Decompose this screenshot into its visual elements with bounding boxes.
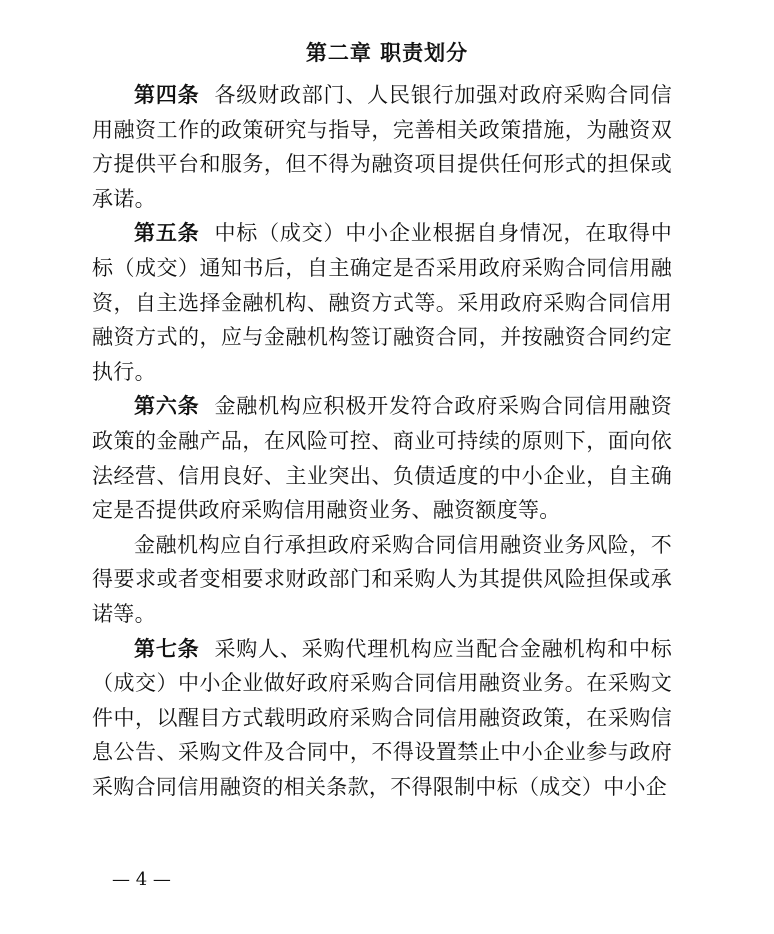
article-text: 采购人、采购代理机构应当配合金融机构和中标（成交）中小企业做好政府采购合同信用融资业务。在采购文件中，以醒目方式载明政府采购合同信用融资政策，在采购信息公告、采购文件及合同中，不得设置禁止中小企业参与政府采购合同信用融资的相关条款，不得限制中标（成交）中小企	[92, 636, 672, 799]
article-label: 第七条	[134, 636, 200, 661]
page-number: — 4 —	[112, 869, 171, 890]
document-body	[92, 78, 672, 804]
article-6	[92, 389, 672, 527]
article-label: 第四条	[134, 83, 200, 107]
article-text: 各级财政部门、人民银行加强对政府采购合同信用融资工作的政策研究与指导，完善相关政策措施，为融资双方提供平台和服务，但不得为融资项目提供任何形式的担保或承诺。	[92, 83, 672, 211]
article-7	[92, 632, 672, 805]
article-text: 金融机构应积极开发符合政府采购合同信用融资政策的金融产品，在风险可控、商业可持续的原则下，面向依法经营、信用良好、主业突出、负债适度的中小企业，自主确定是否提供政府采购信用融资业务、融资额度等。	[92, 394, 672, 523]
article-label: 第五条	[134, 221, 200, 246]
chapter-title: 第二章 职责划分	[305, 41, 469, 65]
article-4	[92, 78, 672, 216]
article-text: 中标（成交）中小企业根据自身情况，在取得中标（成交）通知书后，自主确定是否采用政府采购合同信用融资，自主选择金融机构、融资方式等。采用政府采购合同信用融资方式的，应与金融机构签订融资合同，并按融资合同约定执行。	[92, 221, 672, 384]
article-5	[92, 216, 672, 389]
article-6-paragraph-2	[92, 528, 672, 632]
article-label: 第六条	[134, 394, 200, 419]
article-text: 金融机构应自行承担政府采购合同信用融资业务风险，不得要求或者变相要求财政部门和采购人为其提供风险担保或承诺等。	[92, 532, 672, 626]
